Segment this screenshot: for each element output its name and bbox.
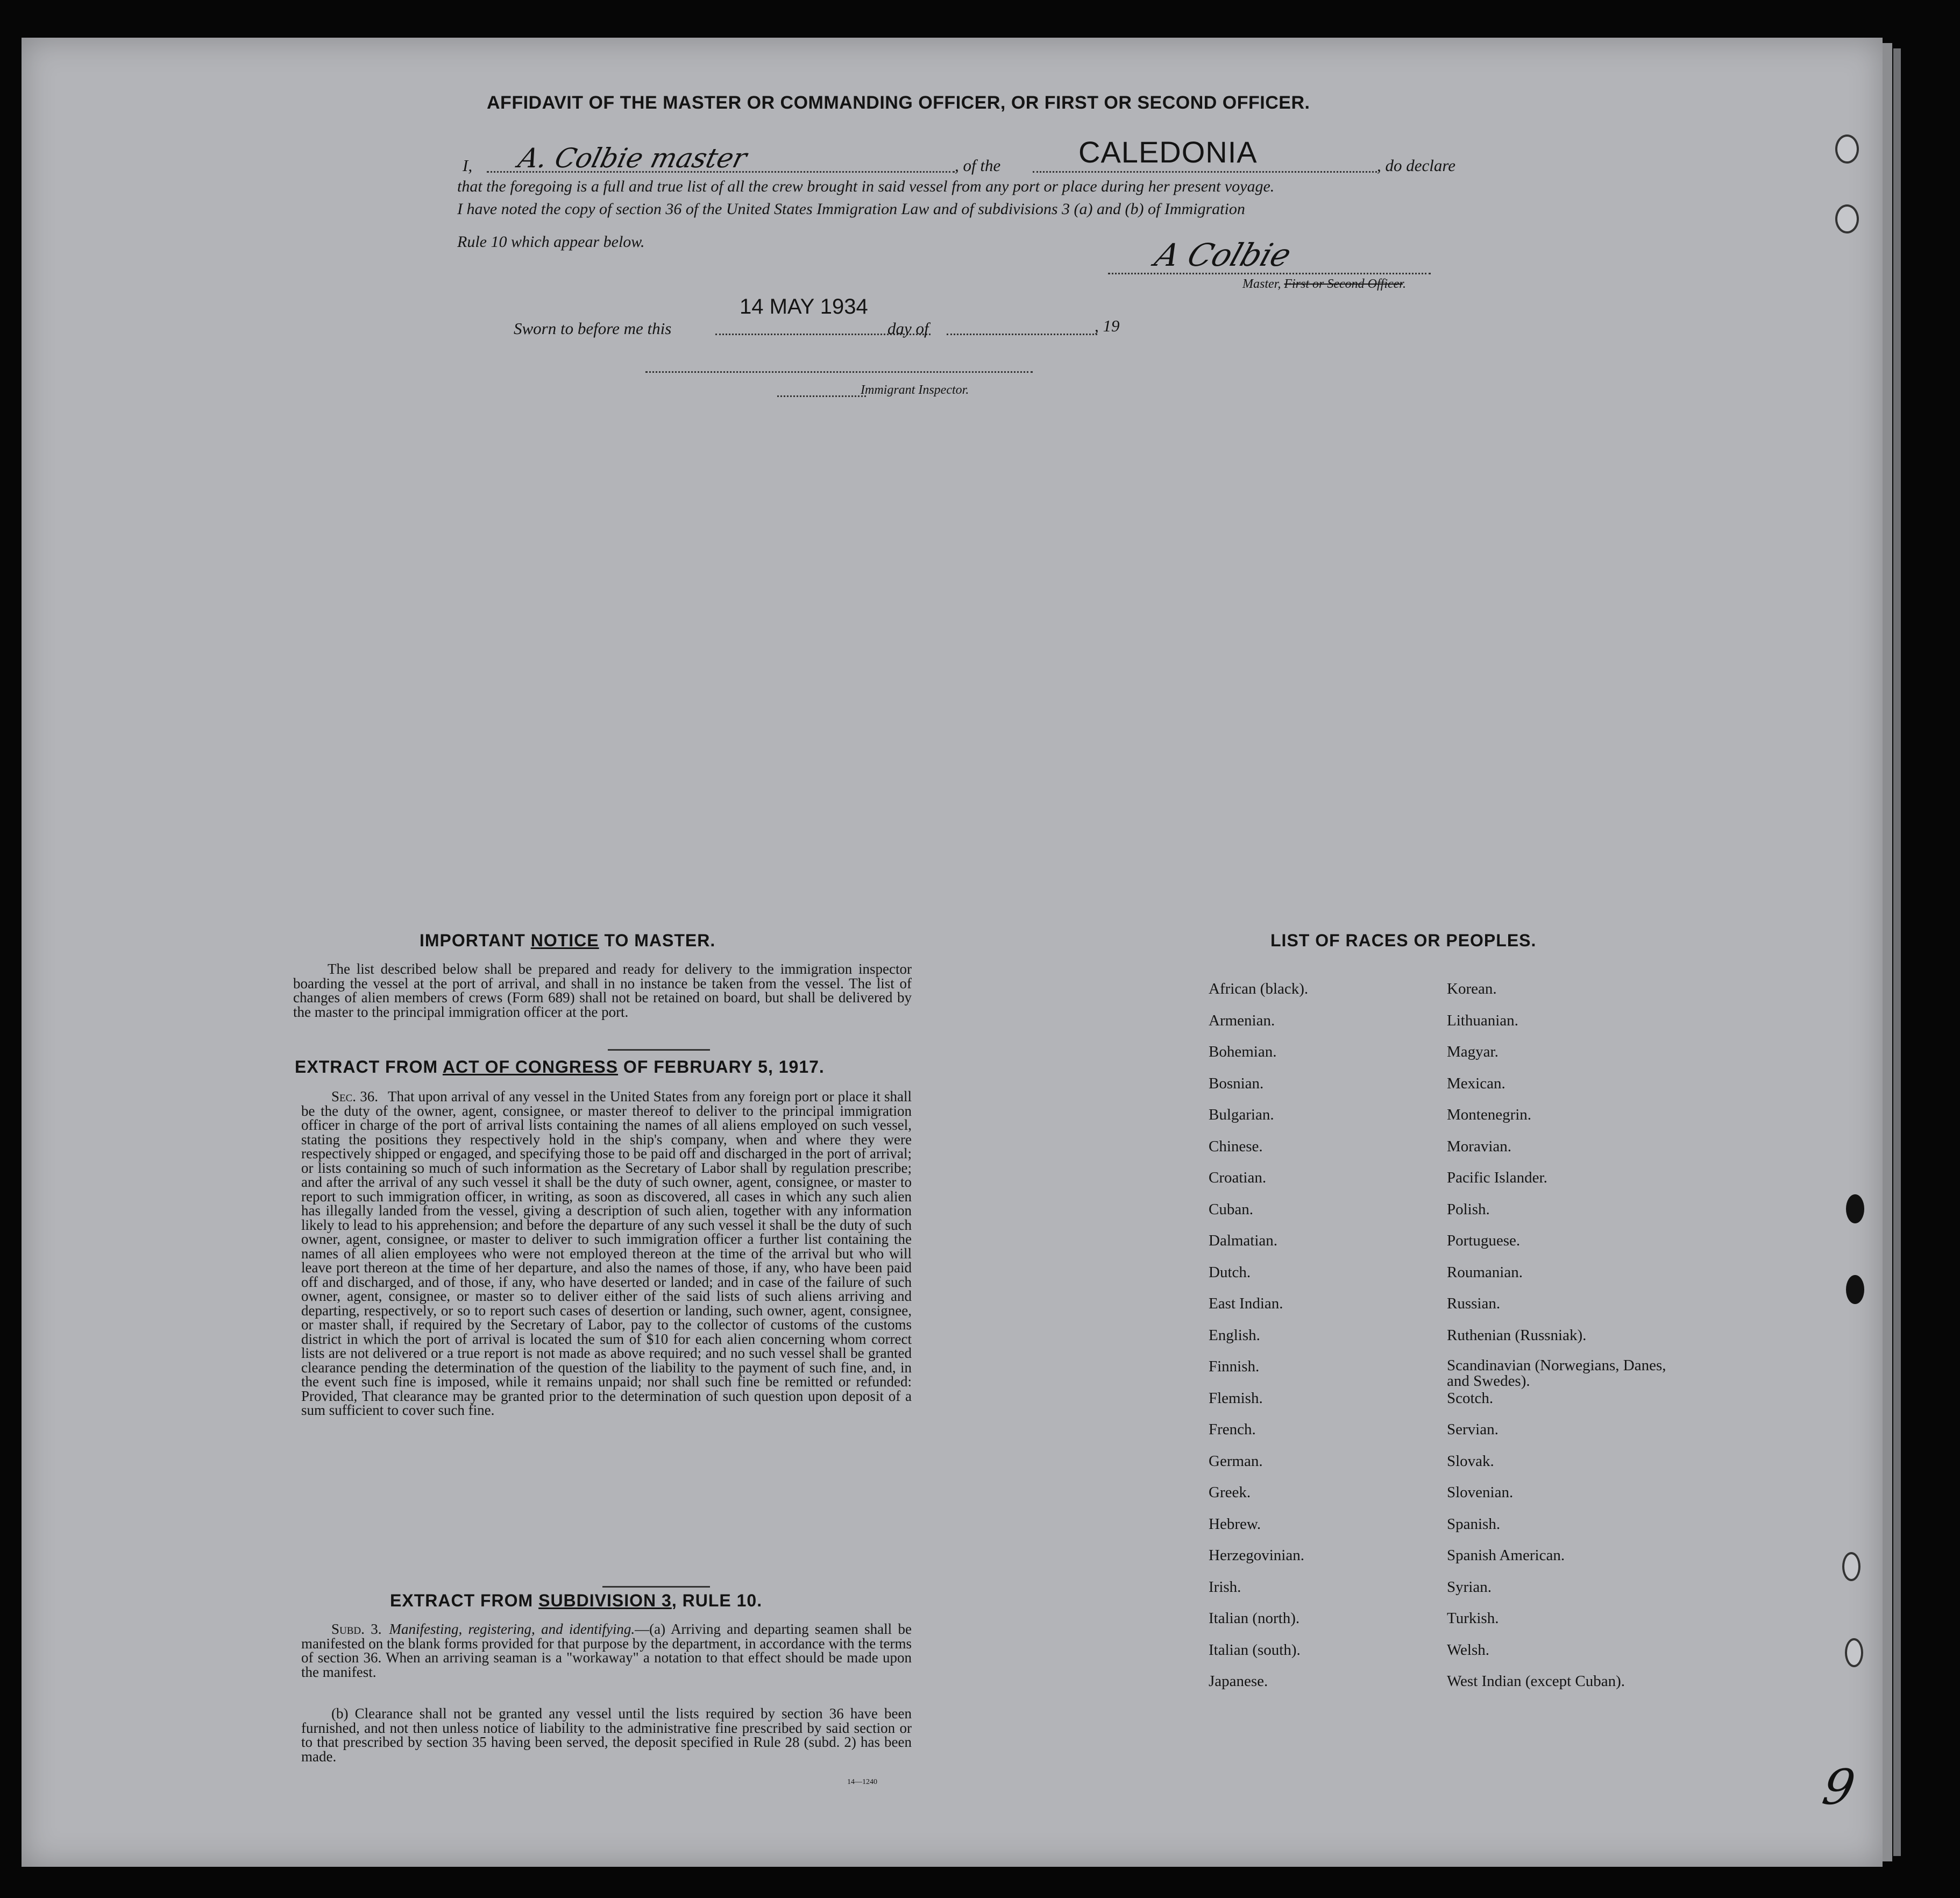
inspector-signature-line [777,395,866,397]
affidavit-body-line1: that the foregoing is a full and true list of all the crew brought in said vessel from any port or place during her present voyage. [457,178,1275,195]
rule-subd-a [301,1622,912,1679]
race-item: Slovak. [1447,1452,1494,1470]
race-item: African (black). [1209,980,1309,997]
page-edge [1893,48,1901,1856]
race-item: Pacific Islander. [1447,1169,1547,1186]
race-item: Armenian. [1209,1011,1275,1029]
vessel-name-line [1033,171,1377,173]
sworn-month-line [947,334,1097,335]
signature-caption-end: . [1402,277,1406,291]
sworn-date-stamp: 14 MAY 1934 [740,295,868,318]
rule-text-b: (b) Clearance shall not be granted any vessel until the lists required by section 36 have been furnished, and not then unless notice of liability to the administrative fine prescribed by said section or to that prescribed by section 35 having been served, the deposit specified in Rule 28 (subd. 2) has been made. [301,1705,912,1765]
race-item: Dalmatian. [1209,1232,1278,1249]
race-item: Italian (south). [1209,1641,1301,1659]
master-name-handwritten: A. Colbie master [515,143,750,174]
affidavit-body-line3: Rule 10 which appear below. [457,233,645,251]
rule-subd-title: Manifesting, registering, and identifying. [389,1621,635,1637]
binder-hole [1835,134,1859,164]
race-item: German. [1209,1452,1263,1470]
rule-heading-underlined: SUBDIVISION 3 [538,1591,672,1610]
race-item: Ruthenian (Russniak). [1447,1326,1587,1344]
race-item: Polish. [1447,1200,1490,1218]
affidavit-title: AFFIDAVIT OF THE MASTER OR COMMANDING OFFICER, OR FIRST OR SECOND OFFICER. [487,93,1310,113]
act-sec-label: Sec. 36. [331,1088,378,1104]
binder-hole [1846,1194,1864,1223]
race-item: Bulgarian. [1209,1106,1274,1123]
act-heading [295,1057,825,1077]
race-item: Mexican. [1447,1074,1505,1092]
race-item: Spanish. [1447,1515,1501,1533]
race-item: Magyar. [1447,1043,1499,1060]
act-text: That upon arrival of any vessel in the United States from any foreign port or place it shall be the duty of the owner, agent, consignee, or master thereof to deliver to the principal immigration officer in charge of the port of arrival lists containing the names of all aliens employed on such vessel, stating the positions they respectively hold in the ship's company, when and where they were respectively shipped or engaged, and specifying those to be paid off and discharged in the port of arrival; or lists containing so much of such information as the Secretary of Labor shall by regulation prescribe; and after the arrival of any such vessel it shall be the duty of such owner, agent, consignee, or master to report to such immigration officer, in writing, as soon as discovered, all cases in which any such alien has illegally landed from the vessel, giving a description of such alien, together with any information likely to lead to his apprehension; and before the departure of any such vessel it shall be the duty of such owner, agent, consignee, or master to deliver to such immigration officer a further list containing the names of all alien employees who were not employed thereon at the time of the arrival but who will leave port thereon at the time of her departure, and also the names of those, if any, who have been paid off and discharged, and of those, if any, who have deserted or landed; and in case of the failure of such owner, agent, consignee, or master so to deliver either of the said lists of such aliens arriving and departing, respectively, or so to report such cases of desertion or landing, such owner, agent, consignee, or master shall, if required by the Secretary of Labor, pay to the collector of customs of the customs district in which the port of arrival is located the sum of $10 for each alien concerning whom correct lists are not delivered or a true report is not made as above required; and no such vessel shall be granted clearance pending the determination of the question of the liability to the payment of such fine, and, in the event such fine is imposed, while it remains unpaid; nor shall such fine be remitted or refunded: Provided, That clearance may be granted prior to the determination of such question upon deposit of a sum sufficient to cover such fine. [301,1088,912,1418]
race-item: Scotch. [1447,1389,1494,1407]
signature-line [1108,273,1431,274]
notice-text: The list described below shall be prepared and ready for delivery to the immigration inspector boarding the vessel at the port of arrival, and shall in no instance be taken from the vessel. The list of changes of alien members of crews (Form 689) shall not be retained on board, but shall be delivered by the master to the principal immigration officer at the port. [293,961,912,1020]
act-heading-pre: EXTRACT FROM [295,1057,443,1077]
race-item: East Indian. [1209,1295,1283,1312]
race-item: West Indian (except Cuban). [1447,1673,1625,1690]
binder-hole [1835,204,1859,233]
signature-caption-struck: First or Second Officer [1284,277,1403,291]
races-column-2 [1447,980,1673,1704]
rule-text-a: —(a) Arriving and departing seamen shall be manifested on the blank forms provided for that purpose by the department, in accordance with the terms of section 36. When an arriving seaman is a "workaway" a notation to that effect should be made upon the manifest. [301,1621,912,1680]
race-item: French. [1209,1421,1256,1438]
race-item: Flemish. [1209,1389,1263,1407]
notice-heading-post: TO MASTER. [599,931,716,950]
signature-caption [1242,277,1406,292]
race-item: English. [1209,1326,1260,1344]
race-item: Spanish American. [1447,1547,1565,1564]
race-item: Russian. [1447,1295,1501,1312]
act-heading-underlined: ACT OF CONGRESS [442,1057,619,1077]
race-item: Cuban. [1209,1200,1253,1218]
inspector-blank-line [645,371,1033,373]
page-edge [1883,43,1892,1861]
binder-hole [1842,1552,1860,1581]
race-item: Portuguese. [1447,1232,1521,1249]
notice-heading [420,931,715,951]
act-sec-36 [301,1089,912,1418]
race-item: Croatian. [1209,1169,1267,1186]
sworn-label: Sworn to before me this [514,319,672,338]
rule-subd-label: Subd. 3. [331,1621,382,1637]
race-item: Lithuanian. [1447,1011,1518,1029]
master-signature-handwritten: A Colbie [1150,237,1296,273]
race-item: Hebrew. [1209,1515,1261,1533]
binder-hole [1846,1275,1864,1304]
race-item: Moravian. [1447,1137,1511,1155]
act-heading-post: OF FEBRUARY 5, 1917. [618,1057,825,1077]
race-item: Welsh. [1447,1641,1490,1659]
race-item: Dutch. [1209,1263,1251,1281]
sworn-day-of: day of [887,319,929,338]
race-item: Bohemian. [1209,1043,1277,1060]
affidavit-do-declare: , do declare [1377,156,1456,175]
race-item: Montenegrin. [1447,1106,1532,1123]
affidavit-i-label: I, [463,156,473,175]
bleed-through-rows [118,441,1743,442]
act-divider [602,1586,710,1588]
race-item: Irish. [1209,1578,1241,1596]
rule-heading-post: , RULE 10. [671,1591,763,1610]
binder-hole [1845,1638,1863,1667]
sworn-year-prefix: , 19 [1095,316,1120,335]
vessel-name: CALEDONIA [1078,135,1258,169]
race-item: Italian (north). [1209,1610,1300,1627]
race-item: Turkish. [1447,1610,1499,1627]
race-item: Greek. [1209,1484,1251,1501]
rule-heading-pre: EXTRACT FROM [390,1591,539,1610]
inspector-caption: Immigrant Inspector. [861,383,969,397]
race-item: Scandinavian (Norwegians, Danes, and Swedes). [1447,1357,1666,1390]
notice-heading-pre: IMPORTANT [420,931,531,950]
signature-caption-master: Master, [1242,277,1281,291]
affidavit-body-line2: I have noted the copy of section 36 of the United States Immigration Law and of subdivisions 3 (a) and (b) of Immigration [457,200,1245,218]
races-heading: LIST OF RACES OR PEOPLES. [1270,931,1537,950]
race-item: Finnish. [1209,1358,1260,1375]
race-item: Roumanian. [1447,1263,1523,1281]
race-item: Chinese. [1209,1137,1263,1155]
race-item: Japanese. [1209,1673,1268,1690]
race-item: Servian. [1447,1421,1499,1438]
races-column-1 [1209,980,1308,1704]
affidavit-of-the: , of the [955,156,1001,175]
notice-heading-underlined: NOTICE [530,931,599,950]
rule-heading [390,1591,762,1611]
handwritten-page-mark: 9 [1818,1759,1859,1816]
race-item: Korean. [1447,980,1497,997]
notice-divider [608,1049,710,1051]
form-number: 14—1240 [847,1778,877,1786]
race-item: Syrian. [1447,1578,1492,1596]
race-item: Slovenian. [1447,1484,1514,1501]
race-item: Herzegovinian. [1209,1547,1304,1564]
race-item: Bosnian. [1209,1074,1264,1092]
